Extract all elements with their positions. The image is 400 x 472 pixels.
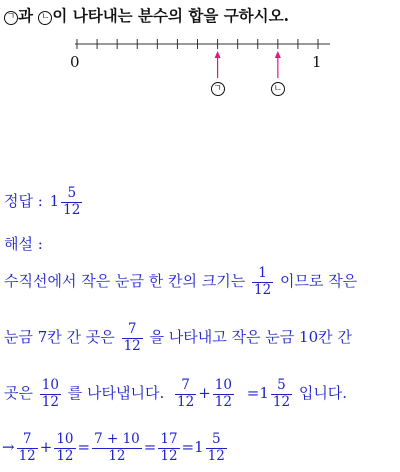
equals-sign: =: [246, 384, 260, 403]
answer-whole: 1: [49, 192, 60, 211]
frac-den: 12: [108, 447, 126, 464]
frac-num: 1: [258, 265, 267, 281]
frac-den: 12: [214, 393, 232, 410]
number-line-start-label: 0: [70, 53, 80, 71]
line3-sum-b: [213, 378, 234, 410]
line3-fraction: [40, 378, 61, 410]
frac-den: 12: [253, 281, 272, 298]
explanation-label: 해설 :: [4, 235, 43, 253]
frac-num: 17: [160, 431, 178, 447]
number-line-arrows: [215, 51, 281, 78]
line1-text-a: 수직선에서 작은 눈금 한 칸의 크기는: [4, 272, 246, 291]
line3-sum-a: [175, 378, 196, 410]
frac-den: 12: [160, 447, 178, 464]
frac-den: 12: [207, 447, 225, 464]
frac-num: 10: [214, 377, 232, 393]
answer-num: 5: [67, 185, 77, 201]
line3-text-b: 를 나타냅니다.: [67, 384, 165, 403]
frac-den: 12: [272, 393, 291, 410]
right-arrow-icon: →: [2, 438, 15, 457]
frac-den: 12: [41, 393, 59, 410]
line4-frac-d: [158, 432, 179, 464]
frac-num: 7: [181, 377, 190, 393]
answer-label: 정답 :: [4, 192, 43, 211]
number-line: [0, 0, 400, 110]
frac-num: 10: [56, 431, 74, 447]
explanation-line-2: [4, 322, 352, 354]
line2-text-b: 을 나타내고 작은 눈금 10칸 간: [149, 328, 352, 347]
equals-sign: =: [77, 438, 91, 457]
answer-den: 12: [63, 201, 81, 218]
question-part-a: 과: [18, 6, 39, 25]
arrow-a-head-icon: [215, 51, 221, 58]
line4-frac-e: [206, 432, 227, 464]
frac-den: 12: [56, 447, 74, 464]
arrow-b-label: ㄴ: [271, 82, 285, 96]
frac-num: 7: [22, 431, 32, 447]
line4-frac-c: [92, 432, 142, 464]
explanation-line-3: [4, 378, 347, 410]
frac-num: 5: [211, 431, 221, 447]
explanation-line-1: [4, 266, 357, 298]
frac-den: 12: [18, 447, 36, 464]
line4-frac-b: [54, 432, 75, 464]
result-whole: 1: [194, 438, 204, 457]
line2-fraction: [122, 322, 143, 354]
circled-giyeok-marker: ㄱ: [4, 11, 18, 25]
frac-num: 7: [127, 321, 137, 337]
circled-nieun-marker: ㄴ: [38, 11, 52, 25]
answer-fraction: [61, 186, 82, 218]
frac-num: 5: [277, 377, 286, 393]
line3-text-c: 입니다.: [298, 384, 348, 403]
result-whole: 1: [259, 384, 269, 403]
explanation-line-4: [2, 432, 229, 464]
frac-num: 10: [41, 377, 59, 393]
line4-frac-a: [17, 432, 38, 464]
line1-fraction: [252, 266, 273, 298]
arrow-a-label: ㄱ: [211, 82, 225, 96]
line2-text-a: 눈금 7칸 간 곳은: [4, 328, 115, 347]
equals-sign: =: [181, 438, 195, 457]
plus-sign: +: [198, 384, 211, 403]
line3-text-a: 곳은: [4, 384, 33, 403]
line1-text-b: 이므로 작은: [279, 272, 358, 291]
line3-result-fraction: [271, 378, 292, 410]
answer-line: [4, 186, 84, 218]
equals-sign: =: [143, 438, 157, 457]
frac-num: 7 + 10: [94, 431, 140, 447]
question-part-b: 이 나타내는 분수의 합을 구하시오.: [52, 6, 289, 25]
frac-den: 12: [123, 337, 141, 354]
number-line-end-label: 1: [312, 53, 322, 71]
plus-sign: +: [39, 438, 53, 457]
frac-den: 12: [177, 393, 195, 410]
arrow-b-head-icon: [275, 51, 281, 58]
